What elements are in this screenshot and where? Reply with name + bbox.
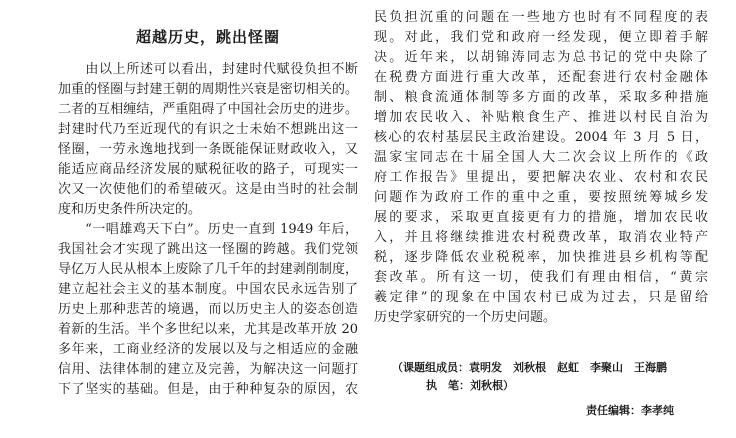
left-line: 加重的怪圈与封建王朝的周期性兴衰是密切相关的。	[58, 82, 358, 97]
left-line: 次又一次使他们的希望破灭。这是由当时的社会制	[58, 182, 358, 197]
left-line: 建立起社会主义的基本制度。中国农民永远告别了	[58, 282, 358, 297]
left-line: 下了坚实的基础。但是，由于种种复杂的原因，农	[58, 382, 358, 397]
right-line: 历史学家研究的一个历史问题。	[374, 310, 557, 325]
article-title: 超越历史，跳出怪圈	[135, 28, 280, 46]
research-group-members: （课题组成员：袁明发 刘秋根 赵虹 李聚山 王海鹏	[392, 361, 667, 374]
left-line: 二者的互相缠结，严重阻碍了中国社会历史的进步。	[58, 102, 358, 117]
right-line: 核心的农村基层民主政治建设。2004 年 3 月 5 日，	[374, 130, 708, 145]
left-line: 导亿万人民从根本上废除了几千年的封建剥削制度，	[58, 262, 358, 277]
right-line: 套改革。所有这一切，使我们有理由相信，“黄宗	[374, 270, 708, 285]
left-line: 封建时代乃至近现代的有识之士未始不想跳出这一	[58, 122, 358, 137]
right-line: 民负担沉重的问题在一些地方也时有不同程度的表	[374, 10, 708, 25]
left-line: “一唱雄鸡天下白”。历史一直到 1949 年后，	[58, 222, 358, 237]
right-line: 羲定律”的现象在中国农村已成为过去，只是留给	[374, 290, 708, 305]
right-line: 决。近年来，以胡锦涛同志为总书记的党中央除了	[374, 50, 708, 65]
editor-credit: 责任编辑：李孝纯	[586, 404, 674, 417]
left-line: 信用、法律体制的建立及完善，为解决这一问题打	[58, 362, 358, 377]
left-line: 着新的生活。半个多世纪以来，尤其是改革开放 20	[58, 322, 358, 337]
left-line: 度和历史条件所决定的。	[58, 202, 202, 217]
right-line: 府工作报告》里提出，要把解决农业、农村和农民	[374, 170, 708, 185]
right-line: 增加农民收入、补贴粮食生产、推进以村民自治为	[374, 110, 708, 125]
right-line: 制、粮食流通体制等多方面的改革，采取多种措施	[374, 90, 708, 105]
right-line: 入，并且将继续推进农村税费改革，取消农业特产	[374, 230, 708, 245]
right-line: 问题作为政府工作的重中之重，要按照统筹城乡发	[374, 190, 708, 205]
left-line: 怪圈，一劳永逸地找到一条既能保证财政收入，又	[58, 142, 358, 157]
left-line: 历史上那种悲苦的境遇，而以历史主人的姿态创造	[58, 302, 358, 317]
left-line: 我国社会才实现了跳出这一怪圈的跨越。我们党领	[58, 242, 358, 257]
right-line: 展的要求，采取更直接更有力的措施，增加农民收	[374, 210, 708, 225]
left-line: 能适应商品经济发展的赋税征收的路子，可现实一	[58, 162, 358, 177]
left-line: 由以上所述可以看出，封建时代赋役负担不断	[58, 62, 358, 77]
right-line: 温家宝同志在十届全国人大二次会议上所作的《政	[374, 150, 708, 165]
writer-credit: 执 笔：刘秋根）	[426, 379, 514, 392]
right-line: 在税费方面进行重大改革，还配套进行农村金融体	[374, 70, 708, 85]
right-line: 现。对此，我们党和政府一经发现，便立即着手解	[374, 30, 708, 45]
left-line: 多年来，工商业经济的发展以及与之相适应的金融	[58, 342, 358, 357]
right-line: 税，逐步降低农业税税率，加快推进县乡机构等配	[374, 250, 708, 265]
